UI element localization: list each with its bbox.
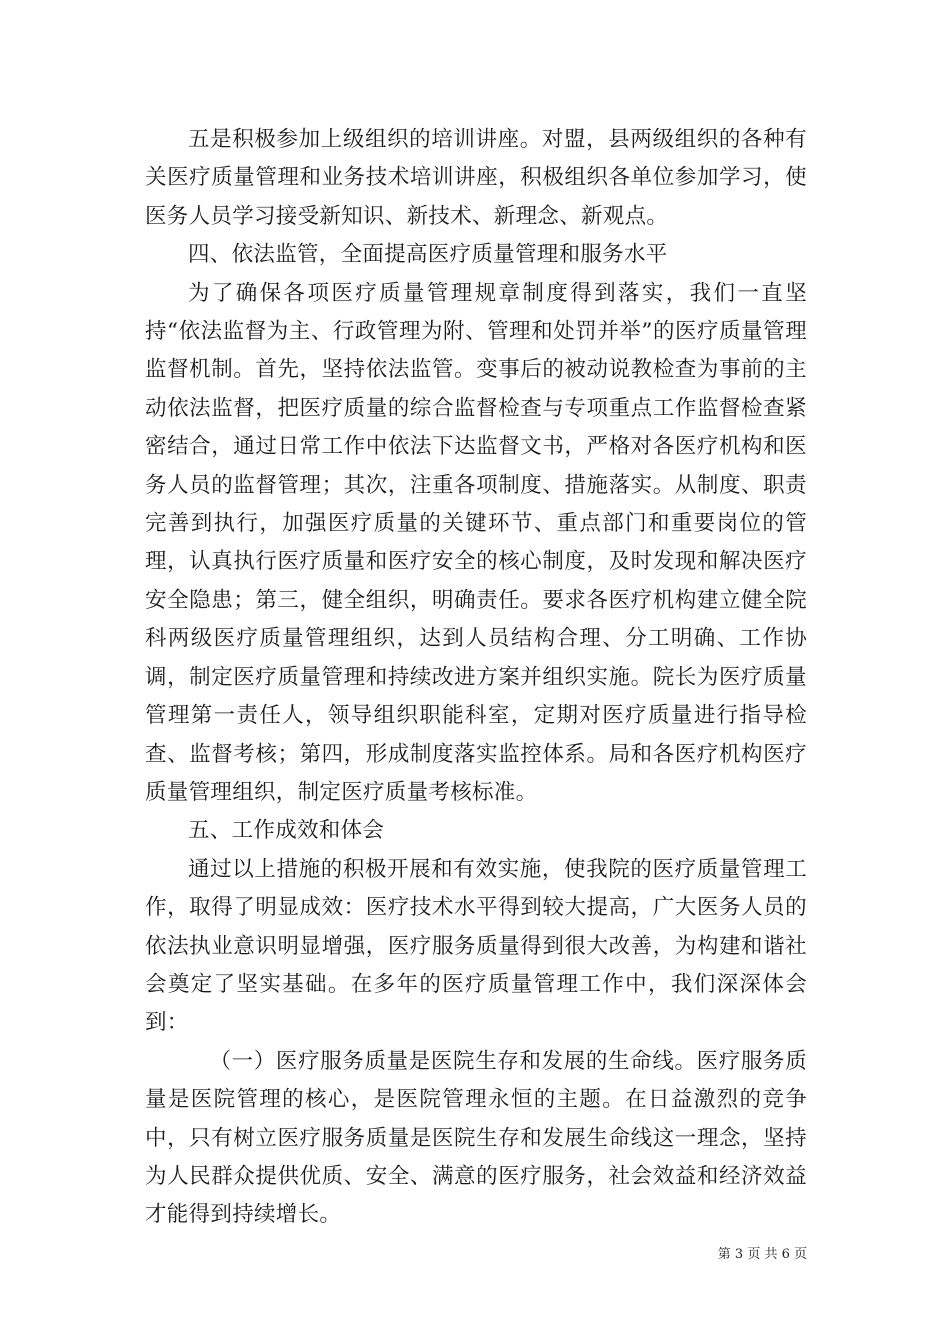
paragraph-training: 五是积极参加上级组织的培训讲座。对盟，县两级组织的各种有关医疗质量管理和业务技术培训讲座，积极组织各单位参加学习，使医务人员学习接受新知识、新技术、新理念、新观点。: [145, 127, 807, 229]
paragraph-results: 通过以上措施的积极开展和有效实施，使我院的医疗质量管理工作，取得了明显成效：医疗技术水平得到较大提高，广大医务人员的依法执业意识明显增强，医疗服务质量得到很大改善，为构建和谐社会奠定了坚实基础。在多年的医疗质量管理工作中，我们深深体会到：: [145, 856, 807, 1036]
section-heading-supervision: 四、依法监管，全面提高医疗质量管理和服务水平: [188, 242, 668, 268]
paragraph-lifeline: （一）医疗服务质量是医院生存和发展的生命线。医疗服务质量是医院管理的核心，是医院管理永恒的主题。在日益激烈的竞争中，只有树立医疗服务质量是医院生存和发展生命线这一理念，坚持为人民群众提供优质、安全、满意的医疗服务，社会效益和经济效益才能得到持续增长。: [145, 1048, 807, 1228]
document-body: [145, 121, 807, 1235]
section-heading-results: 五、工作成效和体会: [188, 818, 385, 844]
paragraph-supervision: 为了确保各项医疗质量管理规章制度得到落实，我们一直坚持“依法监督为主、行政管理为附、管理和处罚并举”的医疗质量管理监督机制。首先，坚持依法监管。变事后的被动说教检查为事前的主动依法监督，把医疗质量的综合监督检查与专项重点工作监督检查紧密结合，通过日常工作中依法下达监督文书，严格对各医疗机构和医务人员的监督管理；其次，注重各项制度、措施落实。从制度、职责完善到执行，加强医疗质量的关键环节、重点部门和重要岗位的管理，认真执行医疗质量和医疗安全的核心制度，及时发现和解决医疗安全隐患；第三，健全组织，明确责任。要求各医疗机构建立健全院科两级医疗质量管理组织，达到人员结构合理、分工明确、工作协调，制定医疗质量管理和持续改进方案并组织实施。院长为医疗质量管理第一责任人，领导组织职能科室，定期对医疗质量进行指导检查、监督考核；第四，形成制度落实监控体系。局和各医疗机构医疗质量管理组织，制定医疗质量考核标准。: [145, 280, 807, 805]
page-number: 第 3 页 共 6 页: [717, 1247, 807, 1262]
